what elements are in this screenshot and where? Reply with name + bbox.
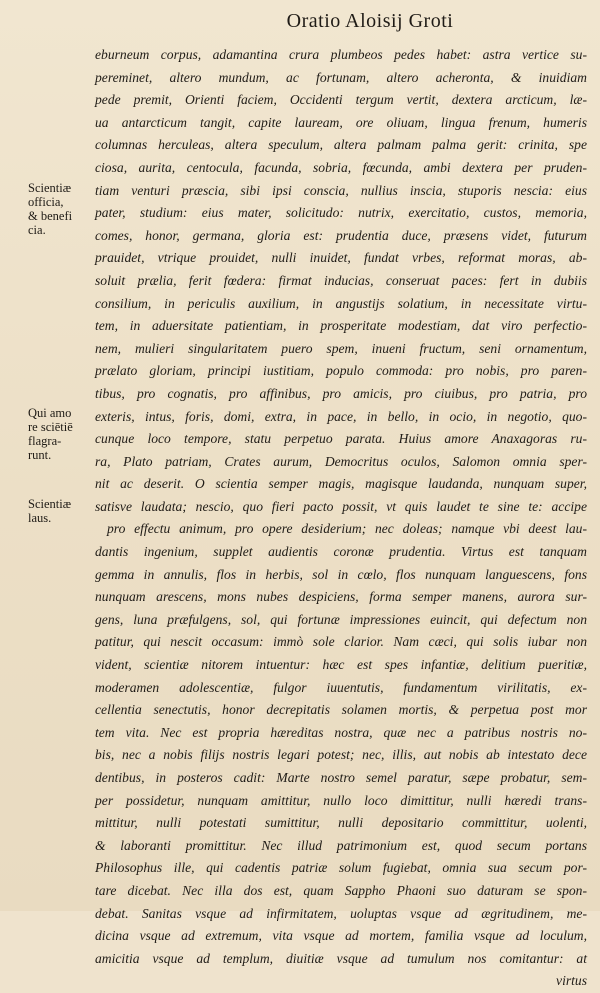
text-line: dicina vsque ad extremum, vita vsque ad mortem, familia vsque ad loculum, [95,928,587,944]
text-line: dentibus, in posteros cadit: Marte nostro semel paratur, sæpe probatur, sem- [95,770,587,785]
text-line: Philosophus ille, qui cadentis patriæ solum fugiebat, omnia sua secum por- [95,860,587,876]
margin-note-line: runt. [28,448,52,462]
margin-note-line: laus. [28,511,52,525]
margin-note-line: Qui amo [28,406,72,420]
margin-note-scientiae-officia [28,181,94,237]
text-line: pro effectu animum, pro opere desiderium; nec doleas; namque vbi deest lau- [107,521,587,537]
text-line: pede premit, Orienti faciem, Occidenti tergum vertit, dextera arcticum, læ- [95,92,587,108]
text-line: gens, luna præfulgens, sol, qui fortunæ impressiones euincit, qui defectum non [95,611,587,627]
text-line: ra, Plato patriam, Crates aurum, Democritus oculos, Salomon omnia sper- [95,453,587,469]
text-line: prælato gloriam, principi iustitiam, populo commoda: pro nobis, pro paren- [95,363,587,379]
margin-note-line: Scientiæ [28,181,72,195]
text-line: gemma in annulis, flos in herbis, sol in cœlo, flos nunquam languescens, fons [95,566,587,582]
text-line: dantis ingenium, supplet audientis coronæ prudentia. Virtus est tanquam [95,544,587,560]
text-line: satisve laudata; nescio, quo fieri pacto possit, vt quis laudet te sine te: accipe [95,498,587,514]
text-line: vident, scientiæ nitorem intuentur: hæc est spes infantiæ, delitium pueritiæ, [95,657,587,673]
text-line: soluit prælia, ferit fœdera: firmat inducias, conseruat paces: fert in dubiis [95,272,587,288]
text-line: cunque loco tempore, statu perpetuo parata. Huius amore Anaxagoras ru- [95,431,587,447]
margin-note-qui-amore [28,406,94,462]
text-line: ua antarcticum tangit, capite lauream, ore oliuam, lingua frenum, humeris [95,114,587,130]
text-line: per possidetur, nunquam amittitur, nullo loco dimittitur, nulli hæredi trans- [95,792,587,808]
margin-note-line: re sciētiē [28,420,73,434]
text-line: pereminet, altero mundum, ac fortunam, altero acheronta, & inuidiam [95,69,587,85]
text-line: amicitia vsque ad templum, diuitiæ vsque ad tumulum nos comitantur: at [95,950,587,966]
margin-note-line: flagra- [28,434,62,448]
text-line: eburneum corpus, adamantina crura plumbeos pedes habet: astra vertice su- [95,47,587,62]
text-line: patitur, qui nescit occasum: immò sole clarior. Nam cæci, qui solis iubar non [95,634,587,650]
catchword: virtus [556,973,587,989]
text-line: tibus, pro cognatis, pro affinibus, pro amicis, pro ciuibus, pro patria, pro [95,385,587,401]
text-line: debat. Sanitas vsque ad infirmitatem, uoluptas vsque ad ægritudinem, me- [95,905,587,921]
text-line: mittitur, nulli potestati sumittitur, nulli depositario committitur, uolenti, [95,815,587,831]
text-line: nunquam arescens, mons nubes despiciens, forma semper manens, aurora sur- [95,589,587,605]
text-line: nem, mulieri singularitatem puero spem, inueni fructum, seni ornamentum, [95,340,587,356]
text-line: & laboranti promittitur. Nec illud patrimonium est, quod secum portans [95,837,587,853]
running-head: Oratio Aloisij Groti [286,10,454,32]
text-line: tem vita. Nec est propria hæreditas nostra, quæ nec a patribus nostris no- [95,724,587,740]
text-line: cellentia senectutis, honor decrepitatis solamen mortis, & perpetua post mor [95,702,587,718]
margin-note-line: & benefi [28,209,73,223]
text-line: ciosa, aurita, centocula, facunda, sobria, fœcunda, ambi dextera per pruden- [95,159,587,175]
text-line: exteris, intus, foris, domi, extra, in pace, in bello, in ocio, in negotio, quo- [95,408,587,424]
margin-note-line: cia. [28,223,46,237]
text-line: consilium, in periculis auxilium, in angustijs solatium, in necessitate virtu- [95,295,587,311]
text-line: nit ac deserit. O scientia semper magis, magisque laudanda, nunquam super, [95,476,587,492]
margin-note-scientiae-laus [28,497,94,525]
text-line: moderamen adolescentiæ, fulgor iuuentutis, fundamentum virilitatis, ex- [95,679,587,695]
text-line: tem, in aduersitate patientiam, in prosperitate modestiam, dat viro perfectio- [95,318,587,334]
text-line: tiam venturi præscia, sibi ipsi conscia, nullius inscia, stuporis nescia: eius [95,182,587,198]
margin-note-line: officia, [28,195,64,209]
body-text [95,44,587,993]
text-line: pater, studium: eius mater, solicitudo: nutrix, exercitatio, custos, memoria, [95,205,587,221]
text-line: tare dicebat. Nec illa dos est, quam Sappho Phaoni suo daturam se spon- [95,882,587,898]
text-line: prauidet, vtrique prouidet, nulli inuidet, fundat vrbes, reformat moras, ab- [95,250,587,266]
text-line: comes, honor, germana, gloria est: prudentia duce, præsens videt, futurum [95,227,587,243]
text-line: bis, nec a nobis filijs nostris legari potest; nec, illis, aut nobis ab intestato dece [95,747,587,763]
margin-note-line: Scientiæ [28,497,72,511]
text-line: columnas herculeas, altera speculum, altera palmam palma gerit: crinita, spe [95,137,587,153]
